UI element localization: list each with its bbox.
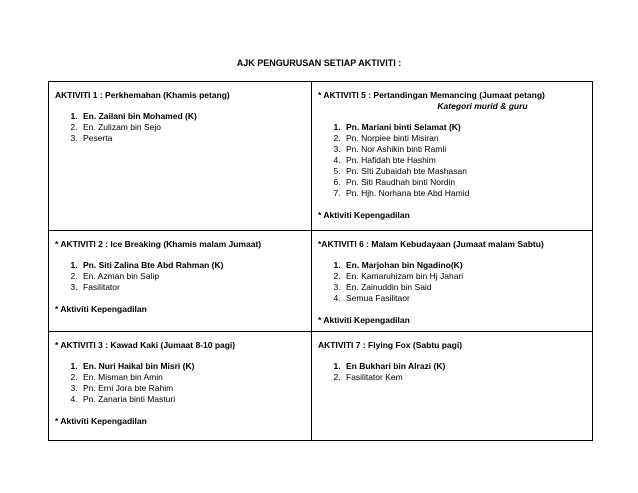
list-item: 1. En. Marjohan bin Ngadino(K) — [343, 260, 587, 271]
activity-cell — [312, 231, 593, 332]
activity-cell — [49, 332, 312, 441]
list-item: 2. Fasilitator Kem — [343, 372, 587, 383]
list-item: 1. Pn. Siti Zalina Bte Abd Rahman (K) — [80, 260, 306, 271]
activity-committee-table — [48, 81, 593, 441]
activity-heading: AKTIVITI 7 : Flying Fox (Sabtu pagi) — [318, 340, 463, 350]
member-list — [318, 122, 587, 199]
list-item: 3. Pn. Nor Ashikin binti Ramli — [343, 144, 587, 155]
activity-note: * Aktiviti Kepengadilan — [318, 210, 410, 220]
list-item: 3. En. Zainuddin bin Said — [343, 282, 587, 293]
list-item: 2. En. Zulizam bin Sejo — [80, 122, 306, 133]
list-item: 2. Pn. Norpiee binti Misiran — [343, 133, 587, 144]
table-row — [49, 231, 593, 332]
list-item: 4. Pn. Zanaria binti Masturi — [80, 394, 306, 405]
list-item: 4. Pn. Hafidah bte Hashim — [343, 155, 587, 166]
member-list — [318, 361, 587, 383]
table-row — [49, 82, 593, 231]
member-list — [318, 260, 587, 304]
list-item: 2. En. Kamaruhizam bin Hj Jahari — [343, 271, 587, 282]
list-item: 3. Peserta — [80, 133, 306, 144]
activity-heading: *AKTIVITI 6 : Malam Kebudayaan (Jumaat malam Sabtu) — [318, 239, 544, 249]
list-item: 5. Pn. SIti Zubaidah bte Mashasan — [343, 166, 587, 177]
list-item: 2. En. Azman bin Salip — [80, 271, 306, 282]
list-item: 1. En. Zailani bin Mohamed (K) — [80, 111, 306, 122]
activity-note: * Aktiviti Kepengadilan — [55, 416, 147, 426]
page-title: AJK PENGURUSAN SETIAP AKTIVITI : — [236, 58, 402, 68]
list-item: 4. Semua Fasilitaor — [343, 293, 587, 304]
member-list — [55, 260, 306, 293]
list-item: 7. Pn. Hjh. Norhana bte Abd Hamid — [343, 188, 587, 199]
activity-heading: * AKTIVITI 3 : Kawad Kaki (Jumaat 8-10 pagi) — [55, 340, 236, 350]
table-row — [49, 332, 593, 441]
list-item: 1. En Bukhari bin Alrazi (K) — [343, 361, 587, 372]
activity-heading: AKTIVITI 1 : Perkhemahan (Khamis petang) — [55, 90, 230, 100]
list-item: 2. En. Misman bin Amin — [80, 372, 306, 383]
activity-subheading: Kategori murid & guru — [437, 101, 528, 111]
list-item: 1. Pn. Mariani binti Selamat (K) — [343, 122, 587, 133]
activity-cell — [312, 332, 593, 441]
activity-note: * Aktiviti Kepengadilan — [55, 304, 147, 314]
activity-cell — [49, 82, 312, 231]
activity-heading: * AKTIVITI 5 : Pertandingan Memancing (Jumaat petang) — [318, 90, 545, 100]
list-item: 3. Fasilitator — [80, 282, 306, 293]
activity-heading: * AKTIVITI 2 : Ice Breaking (Khamis malam Jumaat) — [55, 239, 262, 249]
list-item: 1. En. Nuri Haikal bin Misri (K) — [80, 361, 306, 372]
activity-cell — [49, 231, 312, 332]
list-item: 3. Pn. Erni Jora bte Rahim — [80, 383, 306, 394]
list-item: 6. Pn. Siti Raudhah binti Nordin — [343, 177, 587, 188]
activity-cell — [312, 82, 593, 231]
activity-note: * Aktiviti Kepengadilan — [318, 315, 410, 325]
member-list — [55, 111, 306, 144]
member-list — [55, 361, 306, 405]
